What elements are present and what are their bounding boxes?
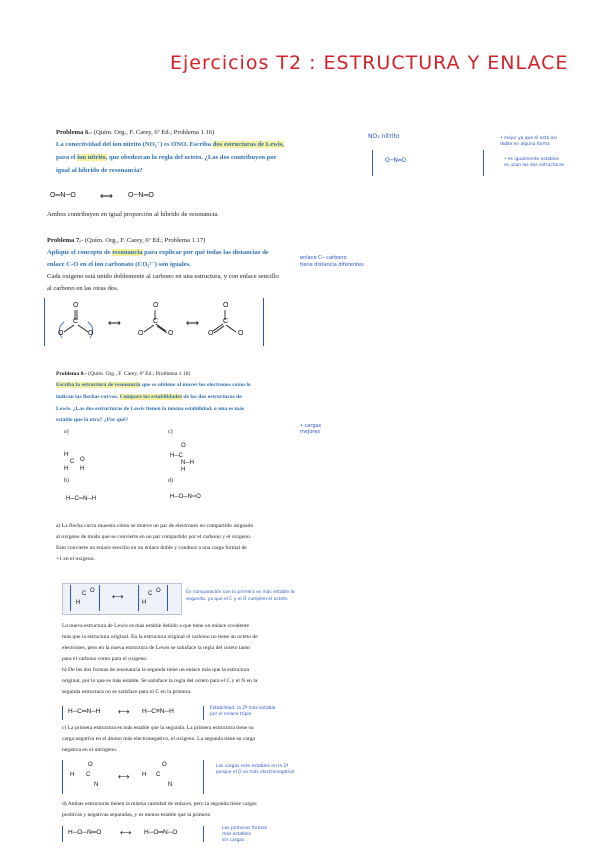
p8-res-c-n1: N <box>94 782 99 788</box>
p8-res-c-arrow: ⟷ <box>118 772 130 781</box>
p8-mol-c-h: H <box>181 467 186 473</box>
p8-res-a-arrow: ⟷ <box>112 592 124 601</box>
p6-statement-2 <box>56 153 277 162</box>
p8-answer-d-2: positivas y negativas separadas, y es menos estable que la primera <box>62 812 211 818</box>
p6-lewis-left: O═N─O <box>50 192 76 199</box>
note-no2-formula: O─N═O <box>385 157 407 164</box>
p7-o3-right: O <box>238 330 244 337</box>
p8-res-a-c2: C <box>148 591 153 597</box>
note-p8-2: mejores <box>300 429 321 435</box>
p8-res-d-arrow: ⟷ <box>120 828 132 837</box>
p8-res-b-left: H─C═N─H <box>68 708 101 715</box>
p6-line2-b: que obedezcan la regla del octeto. ¿Las dos contribuyen por <box>107 154 277 161</box>
p6-ref: (Quím. Org., F. Carey, 6ª Ed.; Problema 1.16) <box>92 129 215 136</box>
p8-line2-a: indican las flechas curvas. <box>56 394 120 400</box>
p6-line1-highlight: dos estructuras de Lewis, <box>212 141 284 148</box>
p8-res-a-o1: O <box>90 588 95 594</box>
p6-line2-a: para el <box>56 154 78 161</box>
note-res1-2: segunda, ya que el C y el O cumplen el octeto <box>186 597 288 602</box>
p7-o1-left: O <box>58 330 64 337</box>
p8-res-c-h1: H <box>70 772 75 778</box>
p7-arrow-2: ⟷ <box>186 318 199 328</box>
p6-resonance-arrow: ⟷ <box>100 191 113 201</box>
p8-line1-highlight: Escriba la estructura de resonancia <box>56 382 141 388</box>
p7-o1-right: O <box>88 330 94 337</box>
p8-res-c-o2: O <box>162 762 167 768</box>
p8-answer-a-3: Esto convierte un enlace sencillo en un enlace doble y conduce a una carga formal de <box>56 545 247 551</box>
p7-o3-left: O <box>208 330 214 337</box>
p8-label-b: b) <box>64 478 69 484</box>
p8-answer-a-2: al oxígeno de modo que se convierte en un par compartido por el carbono y el oxígeno. <box>56 534 252 540</box>
p7-heading: Problema 7.- <box>47 237 84 244</box>
p6-answer: Ambos contribuyen en igual proporción al híbrido de resonancia. <box>47 211 219 218</box>
p8-res-a-c1: C <box>82 591 87 597</box>
note-no2-side3: • es igualmente estables <box>504 157 560 162</box>
p8-label-c: c) <box>168 429 173 435</box>
p8-answer-b-6: original, por lo que es más estable. Se satisface la regla del octeto para el C y el N en la <box>62 678 258 684</box>
p8-mol-d: H─O─N═O <box>170 494 201 500</box>
p6-statement-1 <box>56 140 284 149</box>
p8-res-c-bracket <box>62 760 204 794</box>
p8-res-c-h2: H <box>142 772 147 778</box>
p8-mol-a-c: C <box>70 459 75 465</box>
p7-c3: C <box>223 318 229 325</box>
note-res-d-3: sin cargas <box>222 838 245 843</box>
p7-o1-top: O <box>73 302 79 309</box>
p8-answer-b-1: La nueva estructura de Lewis es más estable debido a que tiene un enlace covalente <box>62 623 249 629</box>
p7-o2-left: O <box>138 330 144 337</box>
note-res-b-1: Estabilidad: la 2ª más estable <box>210 706 276 711</box>
p8-mol-c-hc: H─C <box>170 453 183 459</box>
p8-res-d-left: H─O─N═O <box>68 829 102 836</box>
note-no2-side4: se usan las dos estructuras <box>504 163 565 168</box>
p8-res-a-bracket-1 <box>70 585 100 611</box>
p8-answer-b-4: para el carbono como para el oxígeno. <box>62 656 148 662</box>
p8-statement-2 <box>56 393 242 402</box>
p8-mol-a-h3: H <box>80 466 85 472</box>
p6-line1-a: La conectividad del ion nitrito (NO₂⁻) es ONO. Escriba <box>56 141 213 148</box>
p8-res-c-c2: C <box>156 772 161 778</box>
p7-line1-highlight: resonancia <box>112 249 143 256</box>
p6-line2-highlight: ion nitrito, <box>77 154 108 161</box>
p8-statement-3: Lewis. ¿Las dos estructuras de Lewis tienen la misma estabilidad, o una es más <box>56 406 245 412</box>
p8-label-d: d) <box>168 478 173 484</box>
p7-ref: (Quím. Org., F. Carey, 6ª Ed.; Problema 1.17) <box>83 237 206 244</box>
note-p7-1: enlace C─ carbono <box>300 255 347 261</box>
p7-answer-1: Cada oxígeno está unido doblemente al carbono en una estructura, y con enlace sencillo <box>47 273 279 280</box>
p8-res-d-right: H─O═N─O <box>144 829 178 836</box>
p8-label-a: a) <box>64 429 69 435</box>
p8-res-c-n2: N <box>168 782 173 788</box>
p8-answer-d-1: d) Ambas estructuras tienen la misma cantidad de enlaces, pero la segunda tiene cargas <box>62 801 257 807</box>
p6-heading-line <box>56 128 214 137</box>
p7-answer-2: al carbono en las otras dos. <box>47 285 119 292</box>
p8-res-a-bracket-2 <box>138 585 168 611</box>
p7-o2-right: O <box>168 330 174 337</box>
p8-res-b-arrow: ⟷ <box>118 707 130 716</box>
p8-res-a-o2: O <box>156 588 161 594</box>
p7-o2-top: O <box>153 302 159 309</box>
note-no2-side1: • mejor ya que él está así <box>500 136 557 141</box>
p7-statement-2: enlace C-O en el ion carbonato (CO₃²⁻) son iguales. <box>47 261 191 268</box>
note-res-b-2: por el enlace triple <box>210 712 252 717</box>
p8-res-a-h2: H <box>142 600 147 606</box>
p8-res-b-right: H─C≡N─H <box>142 708 174 715</box>
p8-ref: (Quím. Org., F. Carey, 6ª Ed.; Problema 1.18) <box>86 371 191 377</box>
p8-statement-4: estable que la otra? ¿Por qué? <box>56 417 129 423</box>
note-res-d-2: más estables <box>222 832 252 837</box>
p8-answer-c-2: carga negativa en el átomo más electronegativo, el oxígeno. La segunda tiene su carga <box>62 736 255 742</box>
p8-heading: Problema 8.- <box>56 371 87 377</box>
p8-res-c-o1: O <box>88 762 93 768</box>
p6-heading: Problema 6.- <box>56 129 93 136</box>
p7-c1: C <box>73 318 79 325</box>
p8-mol-a-h2: H <box>64 466 69 472</box>
p8-statement-1 <box>56 381 251 390</box>
p7-statement-1 <box>47 248 269 257</box>
note-res-c-1: Las cargas más estables en la 1ª <box>216 764 289 769</box>
page-title: Ejercicios T2 : ESTRUCTURA Y ENLACE <box>170 52 569 74</box>
p7-line1-b: para explicar por qué todas las distancias de <box>142 249 269 256</box>
p7-line1-a: Aplique el concepto de <box>47 249 113 256</box>
p8-mol-c-nh: N─H <box>181 460 194 466</box>
p8-answer-b-3: electrones, pero en la nueva estructura de Lewis se satisface la regla del octeto tanto <box>62 645 251 651</box>
p8-answer-c-3: negativa en el nitrógeno. <box>62 747 118 753</box>
p6-statement-3: igual al híbrido de resonancia? <box>56 167 143 174</box>
p8-mol-a-h1: H <box>64 452 69 458</box>
note-no2-side2: doble en alguna forma <box>500 142 550 147</box>
p7-c2: C <box>153 318 159 325</box>
p8-answer-a-4: +1 en el oxígeno. <box>56 556 95 562</box>
note-p8-1: • cargas <box>300 423 322 429</box>
p7-arrow-1: ⟷ <box>108 318 121 328</box>
p8-answer-b-2: más que la estructura original. En la estructura original el carbono no tiene un octeto de <box>62 634 258 640</box>
p8-heading-line <box>56 370 190 379</box>
p7-heading-line <box>47 236 205 245</box>
p7-o3-top: O <box>223 302 229 309</box>
note-res-c-2: porque el O es más electronegativo <box>216 770 295 775</box>
p8-answer-b-5: b) De las dos formas de resonancia la segunda tiene un enlace más que la estructura <box>62 667 250 673</box>
p8-mol-c-o: O <box>181 443 186 449</box>
p8-answer-a-1: a) La flecha curva muestra cómo se mueve un par de electrones no compartido asignado <box>56 523 254 529</box>
note-no2: NO₂ nitrito <box>368 133 400 140</box>
p8-line2-highlight: Compare las estabilidades <box>119 394 182 400</box>
p6-lewis-right: O─N═O <box>128 192 154 199</box>
note-res1-1: En comparación con la primera es más estable la <box>186 590 295 595</box>
p8-mol-a-o: O <box>80 457 85 463</box>
p8-res-a-h1: H <box>76 600 81 606</box>
note-p7-2: tiene distancia diferentes <box>300 262 364 268</box>
note-no2-bracket-right <box>475 150 484 176</box>
p8-res-c-c1: C <box>86 772 91 778</box>
p8-line1-b: que se obtiene al mover los electrones como lo <box>140 382 251 388</box>
note-res-d-1: Las primeras formas <box>222 826 268 831</box>
p8-mol-b: H─C═N─H <box>66 496 97 502</box>
p8-answer-b-7: segunda estructura no se satisface para el C en la primera. <box>62 689 192 695</box>
p8-line2-b: de las dos estructuras de <box>181 394 242 400</box>
p8-answer-c-1: c) La primera estructura es más estable que la segunda. La primera estructura tiene su <box>62 725 254 731</box>
